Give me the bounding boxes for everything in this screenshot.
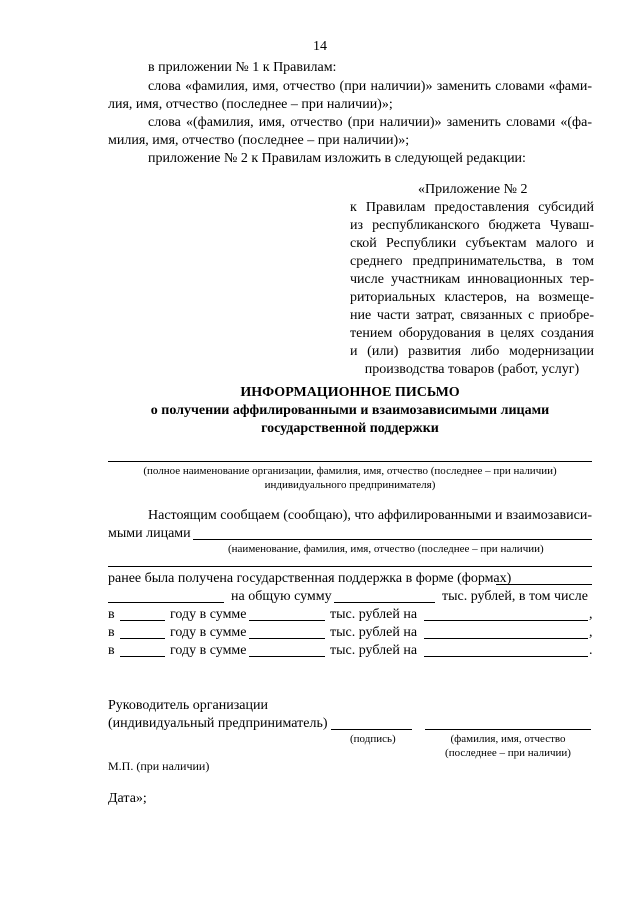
amend-line-2: слова «фамилия, имя, отчество (при наличии)» заменить словами «фами- [148,79,592,94]
row-year-text: году в сумме [170,643,247,658]
amend-line-6: приложение № 2 к Правилам изложить в следующей редакции: [148,151,526,166]
row-sum-field[interactable] [249,620,325,621]
appendix-block [350,199,594,379]
fio-field[interactable] [425,729,591,730]
head-org-label: Руководитель организации [108,698,268,713]
appendix-line-last: производства товаров (работ, услуг) [364,362,580,377]
row-thous-text: тыс. рублей на [330,643,418,658]
appendix-line: тением оборудования в целях создания [350,326,594,341]
org-caption-2: индивидуального предпринимателя) [264,479,436,491]
row-year-text: году в сумме [170,625,247,640]
support-row [0,642,640,660]
affiliates-caption: (наименование, фамилия, имя, отчество (последнее – при наличии) [228,543,544,555]
fio-caption-1: (фамилия, имя, отчество [450,733,566,745]
affiliates-field-2[interactable] [108,566,592,567]
support-row [0,624,640,642]
stamp-label: М.П. (при наличии) [108,759,210,773]
affiliates-field[interactable] [193,539,592,540]
row-year-field[interactable] [120,656,165,657]
entrepreneur-label: (индивидуальный предприниматель) [108,716,328,731]
letter-subtitle-2: государственной поддержки [261,421,439,436]
row-end: , [589,607,593,622]
total-sum-field[interactable] [334,602,435,603]
appendix-line: и (или) развития либо модернизации [350,344,594,359]
appendix-line: числе участникам инновационных тер- [350,272,594,287]
support-form-field[interactable] [496,584,592,585]
row-purpose-field[interactable] [424,656,588,657]
row-end: , [589,625,593,640]
org-caption-1: (полное наименование организации, фамилия, имя, отчество (последнее – при наличии) [143,465,557,477]
row-year-field[interactable] [120,620,165,621]
row-thous-text: тыс. рублей на [330,625,418,640]
appendix-title: «Приложение № 2 [418,182,528,197]
support-form-field-2[interactable] [108,602,224,603]
row-in: в [108,625,115,640]
row-purpose-field[interactable] [424,620,588,621]
appendix-line: ской Республики субъектам малого и [350,236,594,251]
row-year-field[interactable] [120,638,165,639]
date-label: Дата»; [108,791,147,806]
row-sum-field[interactable] [249,656,325,657]
appendix-line: среднего предпринимательства, в том [350,254,594,269]
row-in: в [108,643,115,658]
row-year-text: году в сумме [170,607,247,622]
row-thous-text: тыс. рублей на [330,607,418,622]
appendix-line: из республиканского бюджета Чуваш- [350,218,594,233]
signature-field[interactable] [331,729,412,730]
body-line-1: Настоящим сообщаем (сообщаю), что аффилированными и взаимозависи- [148,508,592,523]
amend-line-4: слова «(фамилия, имя, отчество (при наличии)» заменить словами «(фа- [148,115,592,130]
org-name-line[interactable] [108,461,592,462]
fio-caption-2: (последнее – при наличии) [445,747,571,759]
support-row [0,606,640,624]
appendix-line: ние части затрат, связанных с приобре- [350,308,594,323]
amend-line-1: в приложении № 1 к Правилам: [148,60,337,75]
amend-line-5: милия, имя, отчество (последнее – при наличии)»; [108,133,410,148]
support-form-text: ранее была получена государственная поддержка в форме (формах) [108,571,512,586]
total-sum-text: на общую сумму [231,589,332,604]
signature-caption: (подпись) [350,733,396,745]
appendix-line: к Правилам предоставления субсидий [350,200,594,215]
page-number: 14 [313,39,327,54]
row-in: в [108,607,115,622]
letter-subtitle-1: о получении аффилированными и взаимозависимыми лицами [150,403,550,418]
appendix-line: риториальных кластеров, на возмеще- [350,290,594,305]
row-sum-field[interactable] [249,638,325,639]
row-end: . [589,643,593,658]
body-line-2: мыми лицами [108,526,191,541]
row-purpose-field[interactable] [424,638,588,639]
letter-title: ИНФОРМАЦИОННОЕ ПИСЬМО [240,385,460,400]
total-sum-unit: тыс. рублей, в том числе [442,589,588,604]
amend-line-3: лия, имя, отчество (последнее – при наличии)»; [108,97,393,112]
